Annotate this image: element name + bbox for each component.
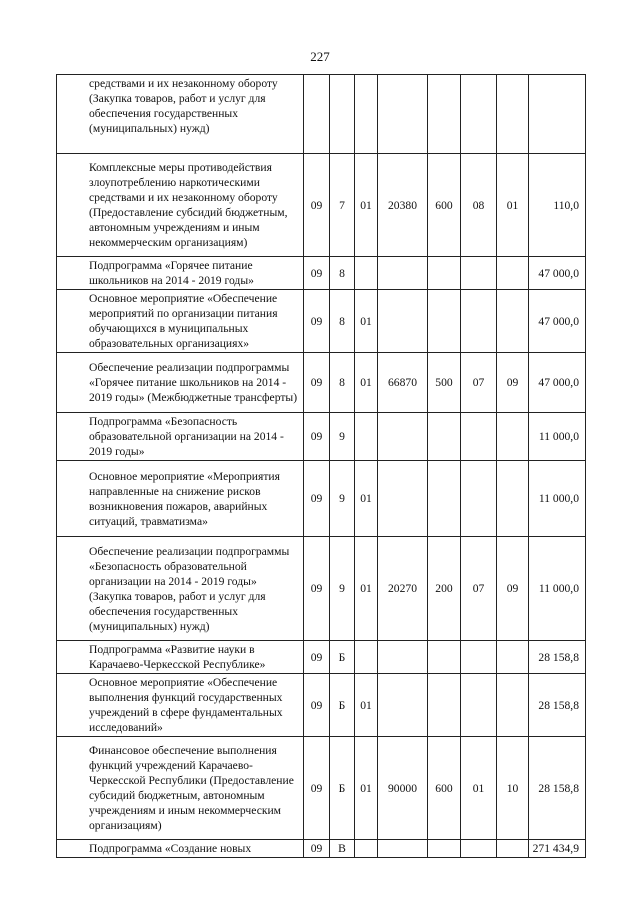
row-dir: 20270 bbox=[378, 537, 428, 641]
row-pr: 09 bbox=[497, 537, 529, 641]
row-ved: 09 bbox=[304, 674, 330, 737]
row-ved: 09 bbox=[304, 641, 330, 674]
row-main: 01 bbox=[355, 537, 378, 641]
row-dir: 20380 bbox=[378, 154, 428, 257]
row-dir bbox=[378, 461, 428, 537]
row-main: 01 bbox=[355, 737, 378, 840]
row-rz bbox=[461, 641, 497, 674]
row-amount: 28 158,8 bbox=[529, 674, 586, 737]
row-vr bbox=[428, 840, 461, 858]
row-pr bbox=[497, 290, 529, 353]
row-main bbox=[355, 413, 378, 461]
row-ved: 09 bbox=[304, 353, 330, 413]
row-amount: 47 000,0 bbox=[529, 257, 586, 290]
row-sub bbox=[330, 75, 355, 154]
row-ved: 09 bbox=[304, 737, 330, 840]
row-pr bbox=[497, 641, 529, 674]
row-amount: 28 158,8 bbox=[529, 737, 586, 840]
row-rz bbox=[461, 290, 497, 353]
table-row bbox=[57, 537, 586, 641]
row-sub: 9 bbox=[330, 461, 355, 537]
row-ved: 09 bbox=[304, 413, 330, 461]
row-rz bbox=[461, 461, 497, 537]
table-row bbox=[57, 413, 586, 461]
row-pr bbox=[497, 413, 529, 461]
row-pr: 10 bbox=[497, 737, 529, 840]
row-pr bbox=[497, 75, 529, 154]
row-main: 01 bbox=[355, 461, 378, 537]
row-amount: 47 000,0 bbox=[529, 290, 586, 353]
row-sub: В bbox=[330, 840, 355, 858]
row-pr: 01 bbox=[497, 154, 529, 257]
row-sub: Б bbox=[330, 641, 355, 674]
row-amount: 11 000,0 bbox=[529, 461, 586, 537]
row-dir bbox=[378, 290, 428, 353]
row-rz: 01 bbox=[461, 737, 497, 840]
row-main: 01 bbox=[355, 674, 378, 737]
row-dir bbox=[378, 75, 428, 154]
table-row bbox=[57, 641, 586, 674]
row-pr bbox=[497, 674, 529, 737]
row-vr bbox=[428, 413, 461, 461]
row-amount: 11 000,0 bbox=[529, 537, 586, 641]
row-vr bbox=[428, 290, 461, 353]
table-row bbox=[57, 461, 586, 537]
row-ved: 09 bbox=[304, 537, 330, 641]
row-rz bbox=[461, 840, 497, 858]
row-name: средствами и их незаконному обороту (Закупка товаров, работ и услуг для обеспечения государственных (муниципальных) нужд) bbox=[57, 75, 304, 154]
row-name: Основное мероприятие «Мероприятия направленные на снижение рисков возникновения пожаров, аварийных ситуаций, травматизма» bbox=[57, 461, 304, 537]
row-dir bbox=[378, 413, 428, 461]
row-main: 01 bbox=[355, 154, 378, 257]
row-vr bbox=[428, 641, 461, 674]
row-pr bbox=[497, 257, 529, 290]
row-name: Обеспечение реализации подпрограммы «Горячее питание школьников на 2014 - 2019 годы» (Межбюджетные трансферты) bbox=[57, 353, 304, 413]
row-sub: 8 bbox=[330, 257, 355, 290]
row-main: 01 bbox=[355, 290, 378, 353]
row-rz bbox=[461, 75, 497, 154]
row-dir bbox=[378, 840, 428, 858]
row-sub: Б bbox=[330, 737, 355, 840]
row-pr bbox=[497, 461, 529, 537]
row-amount: 28 158,8 bbox=[529, 641, 586, 674]
row-rz: 07 bbox=[461, 537, 497, 641]
table-row bbox=[57, 257, 586, 290]
row-name: Подпрограмма «Развитие науки в Карачаево-Черкесской Республике» bbox=[57, 641, 304, 674]
row-vr: 600 bbox=[428, 737, 461, 840]
table-row bbox=[57, 154, 586, 257]
row-dir bbox=[378, 257, 428, 290]
row-vr: 200 bbox=[428, 537, 461, 641]
row-amount: 11 000,0 bbox=[529, 413, 586, 461]
row-rz bbox=[461, 413, 497, 461]
row-main bbox=[355, 75, 378, 154]
row-name: Подпрограмма «Создание новых bbox=[57, 840, 304, 858]
table-row bbox=[57, 353, 586, 413]
row-sub: Б bbox=[330, 674, 355, 737]
row-pr bbox=[497, 840, 529, 858]
table-row bbox=[57, 674, 586, 737]
row-name: Комплексные меры противодействия злоупотреблению наркотическими средствами и их незаконному обороту (Предоставление субсидий бюджетным, автономным учреждениям и иным некоммерческим организациям) bbox=[57, 154, 304, 257]
row-name: Обеспечение реализации подпрограммы «Безопасность образовательной организации на 2014 - 2019 годы» (Закупка товаров, работ и услуг для обеспечения государственных (муниципальных) нужд) bbox=[57, 537, 304, 641]
row-vr bbox=[428, 75, 461, 154]
row-amount: 271 434,9 bbox=[529, 840, 586, 858]
row-main bbox=[355, 257, 378, 290]
row-name: Финансовое обеспечение выполнения функций учреждений Карачаево-Черкесской Республики (Предоставление субсидий бюджетным, автономным учреждениям и иным некоммерческим организациям) bbox=[57, 737, 304, 840]
row-rz: 07 bbox=[461, 353, 497, 413]
row-main: 01 bbox=[355, 353, 378, 413]
row-dir: 90000 bbox=[378, 737, 428, 840]
row-rz bbox=[461, 257, 497, 290]
row-amount: 47 000,0 bbox=[529, 353, 586, 413]
row-ved: 09 bbox=[304, 840, 330, 858]
row-name: Основное мероприятие «Обеспечение выполнения функций государственных учреждений в сфере фундаментальных исследований» bbox=[57, 674, 304, 737]
page-number: 227 bbox=[310, 49, 330, 64]
row-sub: 8 bbox=[330, 353, 355, 413]
row-vr bbox=[428, 674, 461, 737]
row-sub: 7 bbox=[330, 154, 355, 257]
row-amount: 110,0 bbox=[529, 154, 586, 257]
row-dir bbox=[378, 674, 428, 737]
row-ved: 09 bbox=[304, 461, 330, 537]
budget-table bbox=[56, 74, 586, 858]
row-ved: 09 bbox=[304, 290, 330, 353]
row-dir: 66870 bbox=[378, 353, 428, 413]
row-ved: 09 bbox=[304, 154, 330, 257]
table-row bbox=[57, 75, 586, 154]
row-vr: 600 bbox=[428, 154, 461, 257]
row-pr: 09 bbox=[497, 353, 529, 413]
row-dir bbox=[378, 641, 428, 674]
row-vr bbox=[428, 461, 461, 537]
row-rz bbox=[461, 674, 497, 737]
row-vr: 500 bbox=[428, 353, 461, 413]
row-main bbox=[355, 840, 378, 858]
table-row bbox=[57, 290, 586, 353]
row-sub: 8 bbox=[330, 290, 355, 353]
table-row bbox=[57, 737, 586, 840]
row-sub: 9 bbox=[330, 413, 355, 461]
row-ved: 09 bbox=[304, 257, 330, 290]
row-main bbox=[355, 641, 378, 674]
row-amount bbox=[529, 75, 586, 154]
row-name: Подпрограмма «Безопасность образовательной организации на 2014 - 2019 годы» bbox=[57, 413, 304, 461]
row-ved bbox=[304, 75, 330, 154]
row-rz: 08 bbox=[461, 154, 497, 257]
row-name: Подпрограмма «Горячее питание школьников на 2014 - 2019 годы» bbox=[57, 257, 304, 290]
row-sub: 9 bbox=[330, 537, 355, 641]
row-name: Основное мероприятие «Обеспечение мероприятий по организации питания обучающихся в муниципальных образовательных организациях» bbox=[57, 290, 304, 353]
row-vr bbox=[428, 257, 461, 290]
table-row bbox=[57, 840, 586, 858]
